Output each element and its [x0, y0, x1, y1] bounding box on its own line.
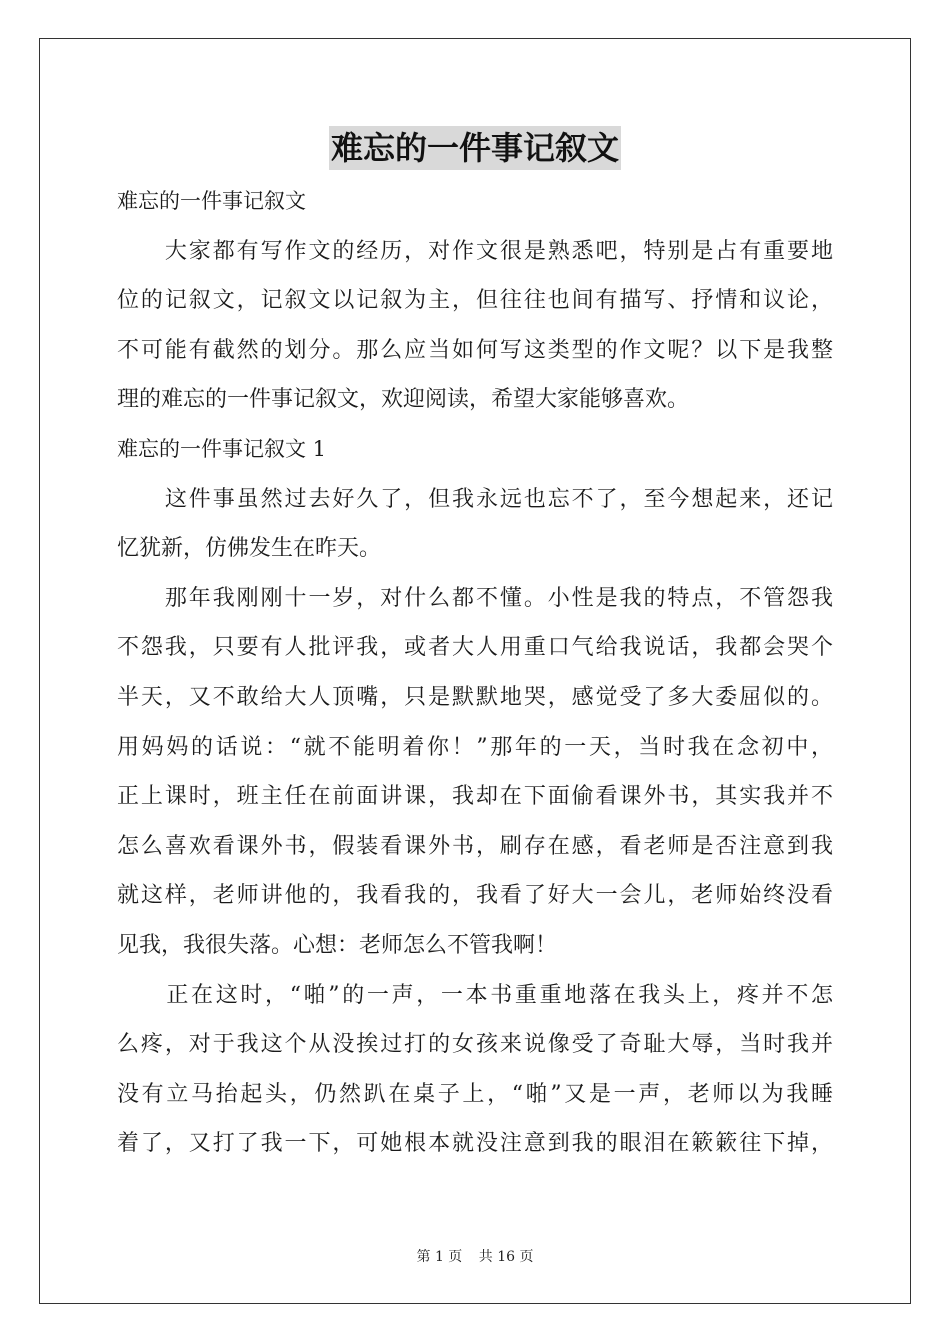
text-line: 正上课时，班主任在前面讲课，我却在下面偷看课外书，其实我并不	[117, 784, 833, 810]
document-title: 难忘的一件事记叙文	[329, 126, 621, 170]
text-line: 半天，又不敢给大人顶嘴，只是默默地哭，感觉受了多大委屈似的。	[117, 684, 833, 710]
text-line: 这件事虽然过去好久了，但我永远也忘不了，至今想起来，还记	[117, 486, 833, 512]
text-line: 大家都有写作文的经历，对作文很是熟悉吧，特别是占有重要地	[117, 238, 833, 264]
page-footer	[0, 1248, 950, 1266]
text-line: 没有立马抬起头，仍然趴在桌子上，“啪”又是一声，老师以为我睡	[117, 1081, 833, 1107]
text-line: 忆犹新，仿佛发生在昨天。	[117, 536, 382, 562]
text-line: 着了，又打了我一下，可她根本就没注意到我的眼泪在簌簌往下掉，	[117, 1131, 833, 1157]
text-line: 用妈妈的话说：“就不能明着你！”那年的一天，当时我在念初中，	[117, 734, 833, 760]
text-line: 不可能有截然的划分。那么应当如何写这类型的作文呢？以下是我整	[117, 337, 833, 363]
text-line: 那年我刚刚十一岁，对什么都不懂。小性是我的特点，不管怨我	[117, 585, 833, 611]
text-line: 不怨我，只要有人批评我，或者大人用重口气给我说话，我都会哭个	[117, 635, 833, 661]
title-container	[0, 126, 950, 170]
text-line: 位的记叙文，记叙文以记叙为主，但往往也间有描写、抒情和议论，	[117, 288, 833, 314]
text-line: 正在这时，“啪”的一声，一本书重重地落在我头上，疼并不怎	[117, 982, 833, 1008]
section-heading: 难忘的一件事记叙文 1	[117, 436, 327, 461]
text-line: 就这样，老师讲他的，我看我的，我看了好大一会儿，老师始终没看	[117, 883, 833, 909]
text-line: 见我，我很失落。心想：老师怎么不管我啊！	[117, 932, 558, 958]
document-body	[117, 177, 833, 1169]
text-line: 怎么喜欢看课外书，假装看课外书，刷存在感，看老师是否注意到我	[117, 833, 833, 859]
text-line: 理的难忘的一件事记叙文，欢迎阅读，希望大家能够喜欢。	[117, 387, 690, 413]
page-number: 第 1 页	[416, 1249, 463, 1265]
page-total: 共 16 页	[478, 1249, 534, 1265]
text-line: 么疼，对于我这个从没挨过打的女孩来说像受了奇耻大辱，当时我并	[117, 1032, 833, 1058]
section-heading: 难忘的一件事记叙文	[117, 189, 306, 213]
